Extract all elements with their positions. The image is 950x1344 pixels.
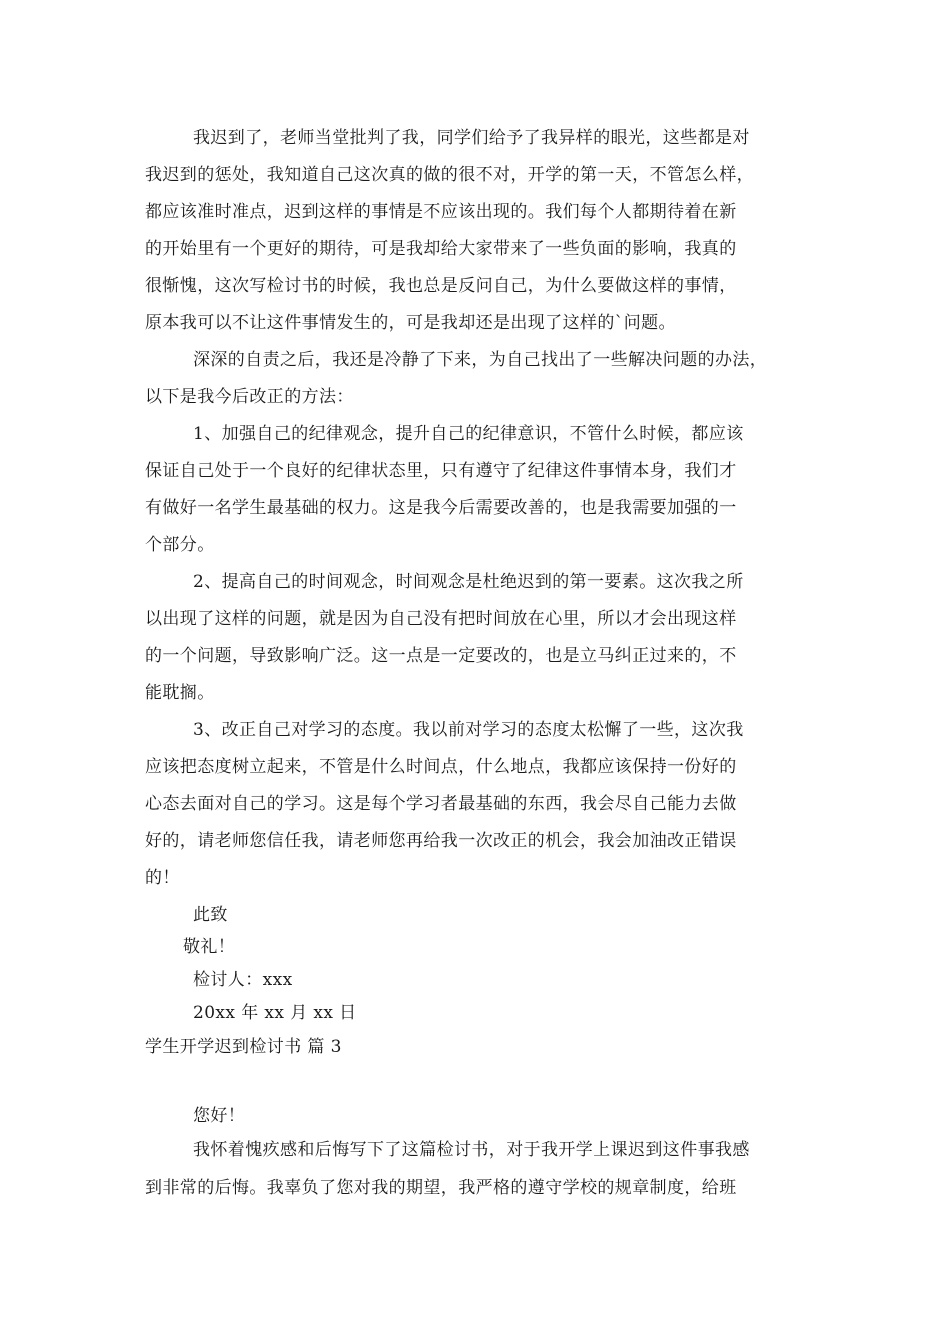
list-item-line: 应该把态度树立起来，不管是什么时间点，什么地点，我都应该保持一份好的 bbox=[145, 757, 737, 777]
closing-regards: 敬礼！ bbox=[183, 937, 236, 957]
closing-salute: 此致 bbox=[193, 905, 228, 925]
list-item-line: 的一个问题，导致影响广泛。这一点是一定要改的，也是立马纠正过来的，不 bbox=[145, 646, 737, 666]
section-title: 学生开学迟到检讨书 篇 3 bbox=[145, 1037, 342, 1057]
paragraph-line: 我怀着愧疚感和后悔写下了这篇检讨书，对于我开学上课迟到这件事我感 bbox=[193, 1140, 750, 1160]
paragraph-line: 我迟到了，老师当堂批判了我，同学们给予了我异样的眼光，这些都是对 bbox=[193, 128, 750, 148]
paragraph-line: 原本我可以不让这件事情发生的，可是我却还是出现了这样的`问题。 bbox=[145, 313, 676, 333]
list-item-line: 的！ bbox=[145, 868, 180, 888]
closing-date: 20xx 年 xx 月 xx 日 bbox=[193, 1003, 357, 1023]
paragraph-line: 我迟到的惩处，我知道自己这次真的做的很不对，开学的第一天，不管怎么样， bbox=[145, 165, 754, 185]
list-item-line: 保证自己处于一个良好的纪律状态里，只有遵守了纪律这件事情本身，我们才 bbox=[145, 461, 737, 481]
paragraph-line: 很惭愧，这次写检讨书的时候，我也总是反问自己，为什么要做这样的事情， bbox=[145, 276, 737, 296]
list-item-line: 好的，请老师您信任我，请老师您再给我一次改正的机会，我会加油改正错误 bbox=[145, 831, 737, 851]
list-item-line: 能耽搁。 bbox=[145, 683, 215, 703]
list-item-line: 心态去面对自己的学习。这是每个学习者最基础的东西，我会尽自己能力去做 bbox=[145, 794, 737, 814]
list-item-line: 有做好一名学生最基础的权力。这是我今后需要改善的，也是我需要加强的一 bbox=[145, 498, 737, 518]
paragraph-line: 都应该准时准点，迟到这样的事情是不应该出现的。我们每个人都期待着在新 bbox=[145, 202, 737, 222]
greeting: 您好！ bbox=[193, 1106, 246, 1126]
list-item-line: 2、提高自己的时间观念，时间观念是杜绝迟到的第一要素。这次我之所 bbox=[193, 572, 744, 592]
list-item-line: 3、改正自己对学习的态度。我以前对学习的态度太松懈了一些，这次我 bbox=[193, 720, 744, 740]
paragraph-line: 的开始里有一个更好的期待，可是我却给大家带来了一些负面的影响，我真的 bbox=[145, 239, 737, 259]
list-item-line: 个部分。 bbox=[145, 535, 215, 555]
list-item-line: 以出现了这样的问题，就是因为自己没有把时间放在心里，所以才会出现这样 bbox=[145, 609, 737, 629]
paragraph-line: 深深的自责之后，我还是冷静了下来，为自己找出了一些解决问题的办法， bbox=[193, 350, 768, 370]
paragraph-line: 以下是我今后改正的方法： bbox=[145, 387, 354, 407]
list-item-line: 1、加强自己的纪律观念，提升自己的纪律意识，不管什么时候，都应该 bbox=[193, 424, 744, 444]
closing-author: 检讨人：xxx bbox=[193, 970, 293, 990]
paragraph-line: 到非常的后悔。我辜负了您对我的期望，我严格的遵守学校的规章制度，给班 bbox=[145, 1178, 737, 1198]
